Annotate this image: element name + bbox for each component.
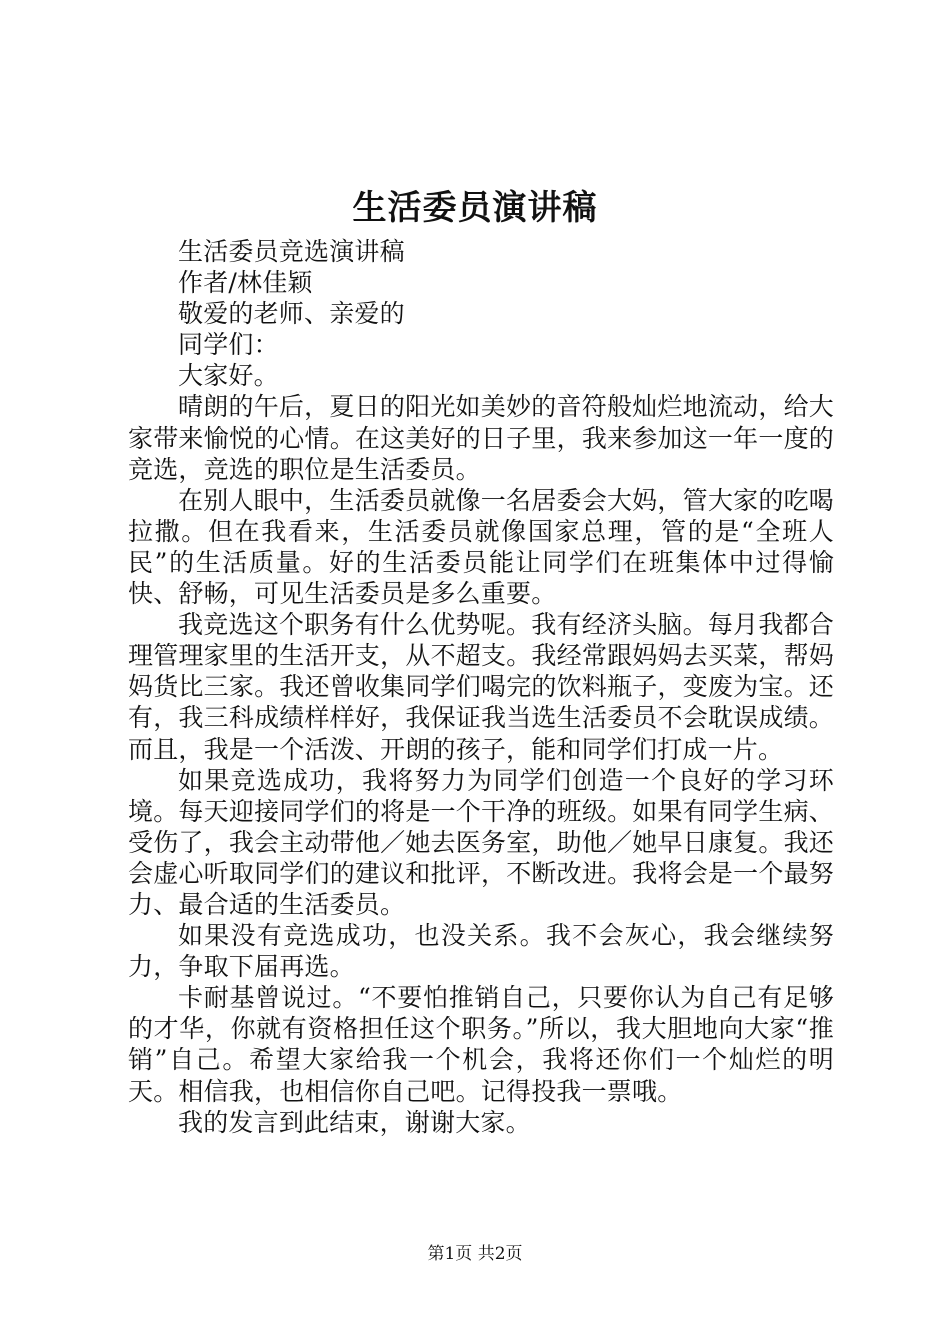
paragraph: 如果竞选成功，我将努力为同学们创造一个良好的学习环境。每天迎接同学们的将是一个干净的班级。如果有同学生病、受伤了，我会主动带他／她去医务室，助他／她早日康复。我还会虚心听取同学们的建议和批评，不断改进。我将会是一个最努力、最合适的生活委员。	[128, 765, 834, 919]
paragraph: 我的发言到此结束，谢谢大家。	[178, 1107, 531, 1137]
paragraph: 生活委员竞选演讲稿	[178, 237, 405, 266]
paragraph: 在别人眼中，生活委员就像一名居委会大妈，管大家的吃喝拉撒。但在我看来，生活委员就像国家总理，管的是“全班人民”的生活质量。好的生活委员能让同学们在班集体中过得愉快、舒畅，可见生活委员是多么重要。	[128, 485, 834, 609]
document-title: 生活委员演讲稿	[352, 188, 598, 228]
paragraph: 同学们：	[178, 330, 279, 360]
paragraph: 大家好。	[178, 361, 279, 391]
document-body	[128, 236, 834, 1138]
page-footer: 第1页 共2页	[427, 1244, 523, 1264]
paragraph: 晴朗的午后，夏日的阳光如美妙的音符般灿烂地流动，给大家带来愉悦的心情。在这美好的日子里，我来参加这一年一度的竞选，竞选的职位是生活委员。	[128, 392, 834, 484]
paragraph: 如果没有竞选成功，也没关系。我不会灰心，我会继续努力，争取下届再选。	[128, 921, 834, 982]
paragraph: 我竞选这个职务有什么优势呢。我有经济头脑。每月我都合理管理家里的生活开支，从不超支。我经常跟妈妈去买菜，帮妈妈货比三家。我还曾收集同学们喝完的饮料瓶子，变废为宝。还有，我三科成绩样样好，我保证我当选生活委员不会耽误成绩。而且，我是一个活泼、开朗的孩子，能和同学们打成一片。	[128, 610, 834, 764]
paragraph: 作者/林佳颖	[178, 268, 313, 298]
paragraph: 敬爱的老师、亲爱的	[178, 299, 405, 329]
paragraph: 卡耐基曾说过。“不要怕推销自己，只要你认为自己有足够的才华，你就有资格担任这个职务。”所以，我大胆地向大家“推销”自己。希望大家给我一个机会，我将还你们一个灿烂的明天。相信我，也相信你自己吧。记得投我一票哦。	[128, 983, 834, 1106]
